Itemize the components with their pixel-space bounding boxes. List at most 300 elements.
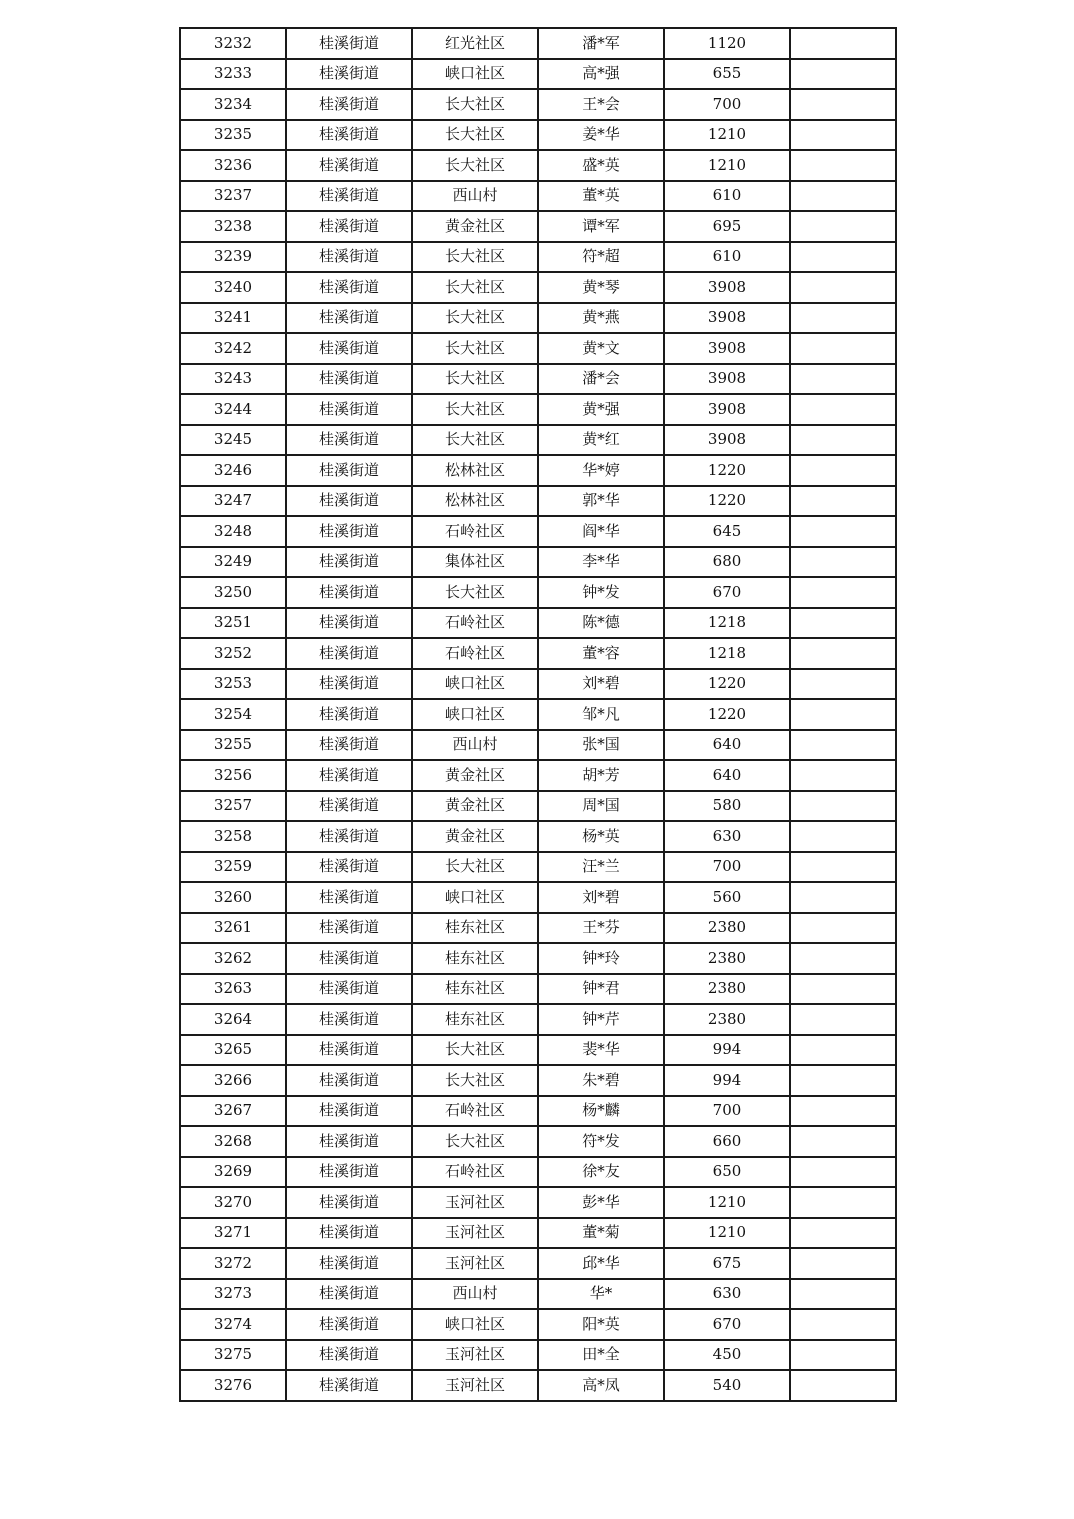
- name-cell: 杨*英: [538, 821, 664, 852]
- table-row: [180, 699, 896, 730]
- remark-cell: [790, 89, 896, 120]
- street-cell: 桂溪街道: [286, 211, 412, 242]
- serial-number-cell: 3237: [180, 181, 286, 212]
- amount-cell: 645: [664, 516, 790, 547]
- table-row: [180, 394, 896, 425]
- amount-cell: 630: [664, 821, 790, 852]
- name-cell: 潘*军: [538, 28, 664, 59]
- remark-cell: [790, 730, 896, 761]
- street-cell: 桂溪街道: [286, 516, 412, 547]
- community-cell: 玉河社区: [412, 1187, 538, 1218]
- amount-cell: 610: [664, 181, 790, 212]
- table-row: [180, 425, 896, 456]
- name-cell: 阳*英: [538, 1309, 664, 1340]
- amount-cell: 994: [664, 1035, 790, 1066]
- table-row: [180, 1248, 896, 1279]
- remark-cell: [790, 974, 896, 1005]
- street-cell: 桂溪街道: [286, 547, 412, 578]
- name-cell: 张*国: [538, 730, 664, 761]
- remark-cell: [790, 1187, 896, 1218]
- remark-cell: [790, 455, 896, 486]
- name-cell: 华*婷: [538, 455, 664, 486]
- table-row: [180, 577, 896, 608]
- name-cell: 郭*华: [538, 486, 664, 517]
- street-cell: 桂溪街道: [286, 333, 412, 364]
- amount-cell: 610: [664, 242, 790, 273]
- community-cell: 西山村: [412, 1279, 538, 1310]
- street-cell: 桂溪街道: [286, 669, 412, 700]
- street-cell: 桂溪街道: [286, 1157, 412, 1188]
- community-cell: 西山村: [412, 730, 538, 761]
- serial-number-cell: 3270: [180, 1187, 286, 1218]
- serial-number-cell: 3275: [180, 1340, 286, 1371]
- amount-cell: 630: [664, 1279, 790, 1310]
- community-cell: 长大社区: [412, 150, 538, 181]
- remark-cell: [790, 486, 896, 517]
- serial-number-cell: 3265: [180, 1035, 286, 1066]
- serial-number-cell: 3241: [180, 303, 286, 334]
- remark-cell: [790, 852, 896, 883]
- amount-cell: 560: [664, 882, 790, 913]
- table-row: [180, 1065, 896, 1096]
- amount-cell: 695: [664, 211, 790, 242]
- serial-number-cell: 3244: [180, 394, 286, 425]
- amount-cell: 2380: [664, 913, 790, 944]
- name-cell: 符*超: [538, 242, 664, 273]
- serial-number-cell: 3253: [180, 669, 286, 700]
- remark-cell: [790, 669, 896, 700]
- name-cell: 陈*德: [538, 608, 664, 639]
- remark-cell: [790, 1218, 896, 1249]
- remark-cell: [790, 59, 896, 90]
- community-cell: 黄金社区: [412, 211, 538, 242]
- community-cell: 黄金社区: [412, 821, 538, 852]
- table-row: [180, 547, 896, 578]
- street-cell: 桂溪街道: [286, 486, 412, 517]
- remark-cell: [790, 608, 896, 639]
- remark-cell: [790, 760, 896, 791]
- street-cell: 桂溪街道: [286, 882, 412, 913]
- table-row: [180, 1035, 896, 1066]
- table-row: [180, 638, 896, 669]
- amount-cell: 3908: [664, 333, 790, 364]
- remark-cell: [790, 516, 896, 547]
- name-cell: 符*发: [538, 1126, 664, 1157]
- community-cell: 石岭社区: [412, 1157, 538, 1188]
- serial-number-cell: 3257: [180, 791, 286, 822]
- street-cell: 桂溪街道: [286, 1035, 412, 1066]
- remark-cell: [790, 333, 896, 364]
- remark-cell: [790, 1370, 896, 1401]
- community-cell: 长大社区: [412, 1035, 538, 1066]
- serial-number-cell: 3271: [180, 1218, 286, 1249]
- table-row: [180, 913, 896, 944]
- table-row: [180, 1126, 896, 1157]
- table-row: [180, 1279, 896, 1310]
- amount-cell: 2380: [664, 1004, 790, 1035]
- table-row: [180, 943, 896, 974]
- remark-cell: [790, 699, 896, 730]
- remark-cell: [790, 1065, 896, 1096]
- amount-cell: 640: [664, 730, 790, 761]
- community-cell: 长大社区: [412, 89, 538, 120]
- amount-cell: 660: [664, 1126, 790, 1157]
- table-row: [180, 791, 896, 822]
- remark-cell: [790, 425, 896, 456]
- name-cell: 王*会: [538, 89, 664, 120]
- name-cell: 董*英: [538, 181, 664, 212]
- community-cell: 长大社区: [412, 120, 538, 151]
- serial-number-cell: 3264: [180, 1004, 286, 1035]
- amount-cell: 2380: [664, 974, 790, 1005]
- serial-number-cell: 3262: [180, 943, 286, 974]
- table-row: [180, 303, 896, 334]
- serial-number-cell: 3233: [180, 59, 286, 90]
- street-cell: 桂溪街道: [286, 1340, 412, 1371]
- name-cell: 李*华: [538, 547, 664, 578]
- serial-number-cell: 3251: [180, 608, 286, 639]
- amount-cell: 700: [664, 852, 790, 883]
- name-cell: 黄*燕: [538, 303, 664, 334]
- street-cell: 桂溪街道: [286, 974, 412, 1005]
- community-cell: 长大社区: [412, 242, 538, 273]
- amount-cell: 1218: [664, 638, 790, 669]
- name-cell: 周*国: [538, 791, 664, 822]
- remark-cell: [790, 181, 896, 212]
- serial-number-cell: 3268: [180, 1126, 286, 1157]
- table-row: [180, 211, 896, 242]
- name-cell: 潘*会: [538, 364, 664, 395]
- serial-number-cell: 3240: [180, 272, 286, 303]
- community-cell: 黄金社区: [412, 791, 538, 822]
- remark-cell: [790, 1279, 896, 1310]
- amount-cell: 3908: [664, 303, 790, 334]
- community-cell: 桂东社区: [412, 943, 538, 974]
- remark-cell: [790, 1248, 896, 1279]
- community-cell: 玉河社区: [412, 1370, 538, 1401]
- street-cell: 桂溪街道: [286, 272, 412, 303]
- amount-cell: 3908: [664, 394, 790, 425]
- remark-cell: [790, 791, 896, 822]
- table-row: [180, 1309, 896, 1340]
- table-row: [180, 1004, 896, 1035]
- community-cell: 红光社区: [412, 28, 538, 59]
- remark-cell: [790, 882, 896, 913]
- amount-cell: 1210: [664, 150, 790, 181]
- serial-number-cell: 3260: [180, 882, 286, 913]
- street-cell: 桂溪街道: [286, 821, 412, 852]
- serial-number-cell: 3267: [180, 1096, 286, 1127]
- serial-number-cell: 3276: [180, 1370, 286, 1401]
- subsidy-list-table: [179, 27, 897, 1402]
- serial-number-cell: 3274: [180, 1309, 286, 1340]
- name-cell: 董*容: [538, 638, 664, 669]
- remark-cell: [790, 211, 896, 242]
- table-row: [180, 364, 896, 395]
- street-cell: 桂溪街道: [286, 730, 412, 761]
- community-cell: 西山村: [412, 181, 538, 212]
- table-row: [180, 120, 896, 151]
- street-cell: 桂溪街道: [286, 1004, 412, 1035]
- community-cell: 石岭社区: [412, 608, 538, 639]
- street-cell: 桂溪街道: [286, 303, 412, 334]
- street-cell: 桂溪街道: [286, 852, 412, 883]
- name-cell: 华*: [538, 1279, 664, 1310]
- serial-number-cell: 3273: [180, 1279, 286, 1310]
- remark-cell: [790, 821, 896, 852]
- community-cell: 松林社区: [412, 455, 538, 486]
- remark-cell: [790, 394, 896, 425]
- name-cell: 阎*华: [538, 516, 664, 547]
- table-row: [180, 242, 896, 273]
- serial-number-cell: 3246: [180, 455, 286, 486]
- remark-cell: [790, 364, 896, 395]
- amount-cell: 580: [664, 791, 790, 822]
- table-row: [180, 1096, 896, 1127]
- name-cell: 钟*玲: [538, 943, 664, 974]
- street-cell: 桂溪街道: [286, 1279, 412, 1310]
- street-cell: 桂溪街道: [286, 1248, 412, 1279]
- street-cell: 桂溪街道: [286, 455, 412, 486]
- amount-cell: 680: [664, 547, 790, 578]
- serial-number-cell: 3232: [180, 28, 286, 59]
- name-cell: 黄*文: [538, 333, 664, 364]
- table-body: [180, 28, 896, 1401]
- amount-cell: 2380: [664, 943, 790, 974]
- table-row: [180, 1370, 896, 1401]
- amount-cell: 675: [664, 1248, 790, 1279]
- table-row: [180, 455, 896, 486]
- serial-number-cell: 3242: [180, 333, 286, 364]
- name-cell: 谭*军: [538, 211, 664, 242]
- table-row: [180, 1157, 896, 1188]
- table-row: [180, 272, 896, 303]
- amount-cell: 1120: [664, 28, 790, 59]
- amount-cell: 1210: [664, 1187, 790, 1218]
- serial-number-cell: 3234: [180, 89, 286, 120]
- serial-number-cell: 3272: [180, 1248, 286, 1279]
- community-cell: 石岭社区: [412, 516, 538, 547]
- amount-cell: 3908: [664, 272, 790, 303]
- remark-cell: [790, 28, 896, 59]
- name-cell: 姜*华: [538, 120, 664, 151]
- table-row: [180, 181, 896, 212]
- amount-cell: 1210: [664, 120, 790, 151]
- remark-cell: [790, 1157, 896, 1188]
- table-row: [180, 821, 896, 852]
- name-cell: 邹*凡: [538, 699, 664, 730]
- remark-cell: [790, 1126, 896, 1157]
- community-cell: 集体社区: [412, 547, 538, 578]
- name-cell: 胡*芳: [538, 760, 664, 791]
- street-cell: 桂溪街道: [286, 1065, 412, 1096]
- remark-cell: [790, 1309, 896, 1340]
- community-cell: 峡口社区: [412, 882, 538, 913]
- community-cell: 长大社区: [412, 852, 538, 883]
- name-cell: 朱*碧: [538, 1065, 664, 1096]
- name-cell: 彭*华: [538, 1187, 664, 1218]
- remark-cell: [790, 242, 896, 273]
- community-cell: 长大社区: [412, 303, 538, 334]
- amount-cell: 700: [664, 1096, 790, 1127]
- table-row: [180, 669, 896, 700]
- street-cell: 桂溪街道: [286, 28, 412, 59]
- community-cell: 石岭社区: [412, 638, 538, 669]
- street-cell: 桂溪街道: [286, 943, 412, 974]
- street-cell: 桂溪街道: [286, 1096, 412, 1127]
- serial-number-cell: 3245: [180, 425, 286, 456]
- street-cell: 桂溪街道: [286, 1309, 412, 1340]
- amount-cell: 670: [664, 577, 790, 608]
- name-cell: 钟*芹: [538, 1004, 664, 1035]
- serial-number-cell: 3239: [180, 242, 286, 273]
- community-cell: 峡口社区: [412, 699, 538, 730]
- community-cell: 长大社区: [412, 1126, 538, 1157]
- serial-number-cell: 3250: [180, 577, 286, 608]
- name-cell: 杨*麟: [538, 1096, 664, 1127]
- name-cell: 黄*红: [538, 425, 664, 456]
- serial-number-cell: 3248: [180, 516, 286, 547]
- name-cell: 徐*友: [538, 1157, 664, 1188]
- table-row: [180, 28, 896, 59]
- amount-cell: 650: [664, 1157, 790, 1188]
- table-row: [180, 1340, 896, 1371]
- remark-cell: [790, 547, 896, 578]
- community-cell: 桂东社区: [412, 974, 538, 1005]
- community-cell: 玉河社区: [412, 1218, 538, 1249]
- amount-cell: 1220: [664, 486, 790, 517]
- community-cell: 长大社区: [412, 577, 538, 608]
- community-cell: 长大社区: [412, 272, 538, 303]
- name-cell: 黄*琴: [538, 272, 664, 303]
- amount-cell: 1210: [664, 1218, 790, 1249]
- street-cell: 桂溪街道: [286, 791, 412, 822]
- street-cell: 桂溪街道: [286, 364, 412, 395]
- amount-cell: 640: [664, 760, 790, 791]
- table-row: [180, 516, 896, 547]
- community-cell: 长大社区: [412, 394, 538, 425]
- name-cell: 高*凤: [538, 1370, 664, 1401]
- serial-number-cell: 3252: [180, 638, 286, 669]
- table-row: [180, 486, 896, 517]
- name-cell: 王*芬: [538, 913, 664, 944]
- street-cell: 桂溪街道: [286, 1126, 412, 1157]
- community-cell: 峡口社区: [412, 1309, 538, 1340]
- table-row: [180, 150, 896, 181]
- serial-number-cell: 3259: [180, 852, 286, 883]
- community-cell: 长大社区: [412, 333, 538, 364]
- amount-cell: 994: [664, 1065, 790, 1096]
- community-cell: 玉河社区: [412, 1248, 538, 1279]
- table-row: [180, 608, 896, 639]
- community-cell: 桂东社区: [412, 1004, 538, 1035]
- serial-number-cell: 3254: [180, 699, 286, 730]
- name-cell: 田*全: [538, 1340, 664, 1371]
- community-cell: 石岭社区: [412, 1096, 538, 1127]
- street-cell: 桂溪街道: [286, 394, 412, 425]
- amount-cell: 655: [664, 59, 790, 90]
- remark-cell: [790, 303, 896, 334]
- remark-cell: [790, 272, 896, 303]
- street-cell: 桂溪街道: [286, 608, 412, 639]
- amount-cell: 450: [664, 1340, 790, 1371]
- table-row: [180, 333, 896, 364]
- street-cell: 桂溪街道: [286, 242, 412, 273]
- serial-number-cell: 3263: [180, 974, 286, 1005]
- community-cell: 桂东社区: [412, 913, 538, 944]
- serial-number-cell: 3238: [180, 211, 286, 242]
- serial-number-cell: 3261: [180, 913, 286, 944]
- serial-number-cell: 3236: [180, 150, 286, 181]
- street-cell: 桂溪街道: [286, 638, 412, 669]
- remark-cell: [790, 150, 896, 181]
- name-cell: 黄*强: [538, 394, 664, 425]
- name-cell: 董*菊: [538, 1218, 664, 1249]
- amount-cell: 3908: [664, 425, 790, 456]
- amount-cell: 1220: [664, 699, 790, 730]
- amount-cell: 3908: [664, 364, 790, 395]
- serial-number-cell: 3255: [180, 730, 286, 761]
- street-cell: 桂溪街道: [286, 913, 412, 944]
- remark-cell: [790, 638, 896, 669]
- community-cell: 松林社区: [412, 486, 538, 517]
- serial-number-cell: 3249: [180, 547, 286, 578]
- remark-cell: [790, 120, 896, 151]
- amount-cell: 700: [664, 89, 790, 120]
- name-cell: 汪*兰: [538, 852, 664, 883]
- serial-number-cell: 3247: [180, 486, 286, 517]
- street-cell: 桂溪街道: [286, 699, 412, 730]
- amount-cell: 540: [664, 1370, 790, 1401]
- community-cell: 长大社区: [412, 1065, 538, 1096]
- amount-cell: 1220: [664, 455, 790, 486]
- community-cell: 长大社区: [412, 364, 538, 395]
- street-cell: 桂溪街道: [286, 1187, 412, 1218]
- community-cell: 玉河社区: [412, 1340, 538, 1371]
- table-row: [180, 882, 896, 913]
- name-cell: 高*强: [538, 59, 664, 90]
- name-cell: 刘*碧: [538, 882, 664, 913]
- remark-cell: [790, 1035, 896, 1066]
- street-cell: 桂溪街道: [286, 425, 412, 456]
- remark-cell: [790, 1004, 896, 1035]
- community-cell: 黄金社区: [412, 760, 538, 791]
- remark-cell: [790, 913, 896, 944]
- serial-number-cell: 3243: [180, 364, 286, 395]
- remark-cell: [790, 577, 896, 608]
- street-cell: 桂溪街道: [286, 577, 412, 608]
- street-cell: 桂溪街道: [286, 89, 412, 120]
- amount-cell: 1218: [664, 608, 790, 639]
- community-cell: 峡口社区: [412, 59, 538, 90]
- serial-number-cell: 3256: [180, 760, 286, 791]
- name-cell: 钟*君: [538, 974, 664, 1005]
- community-cell: 长大社区: [412, 425, 538, 456]
- serial-number-cell: 3258: [180, 821, 286, 852]
- community-cell: 峡口社区: [412, 669, 538, 700]
- table-row: [180, 730, 896, 761]
- amount-cell: 670: [664, 1309, 790, 1340]
- name-cell: 盛*英: [538, 150, 664, 181]
- table-row: [180, 760, 896, 791]
- remark-cell: [790, 1096, 896, 1127]
- street-cell: 桂溪街道: [286, 150, 412, 181]
- street-cell: 桂溪街道: [286, 1218, 412, 1249]
- street-cell: 桂溪街道: [286, 59, 412, 90]
- table-row: [180, 89, 896, 120]
- street-cell: 桂溪街道: [286, 1370, 412, 1401]
- street-cell: 桂溪街道: [286, 120, 412, 151]
